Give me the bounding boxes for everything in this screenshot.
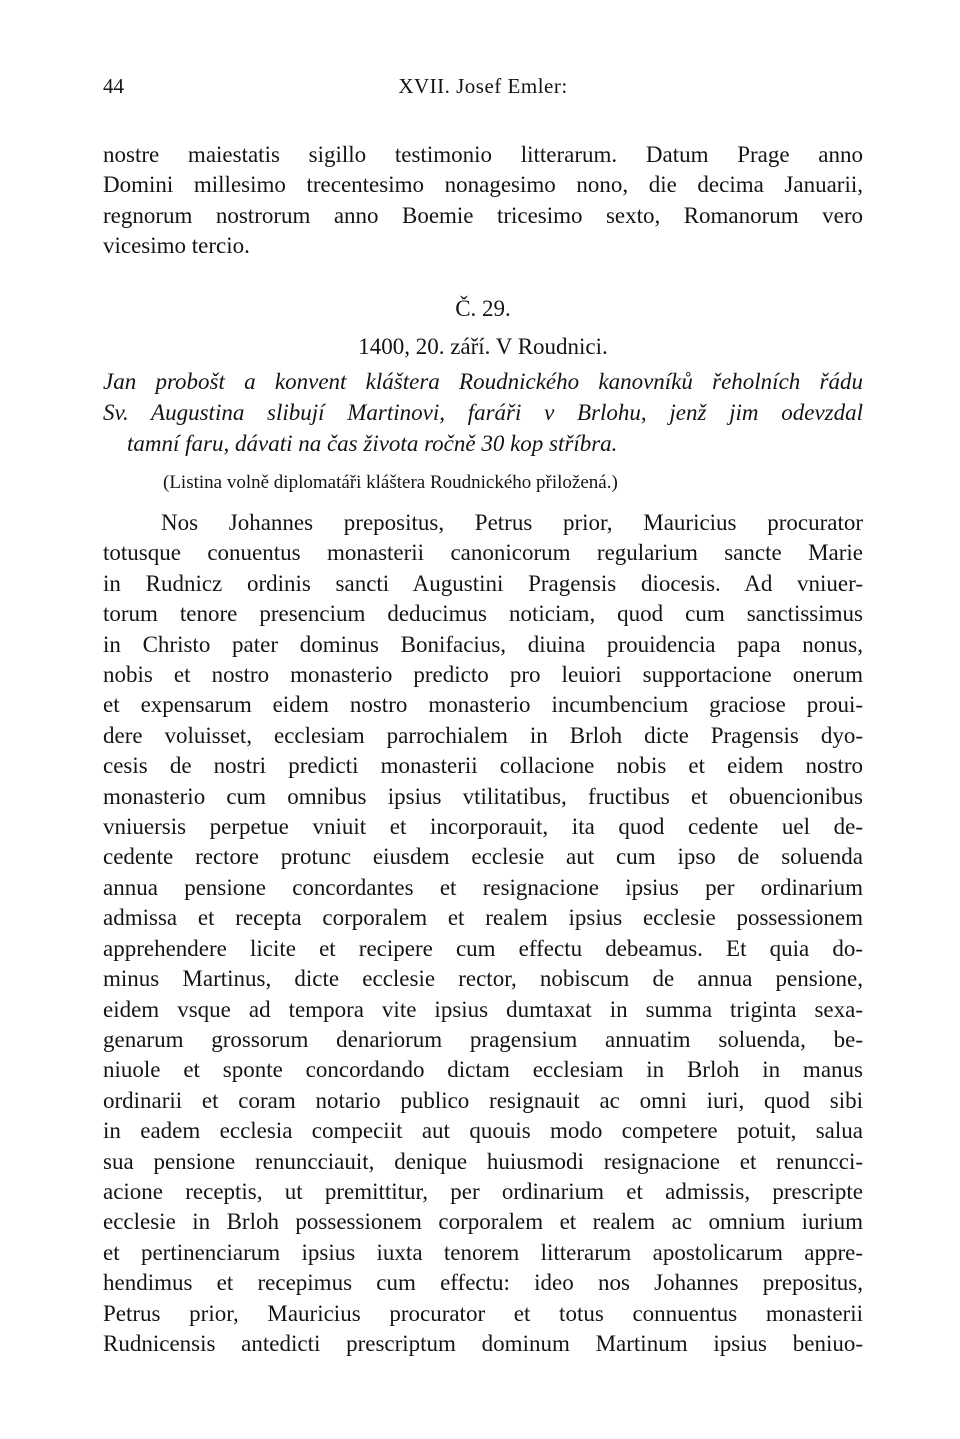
text-line: annua pensione concordantes et resignacione ipsius per ordinarium	[103, 874, 863, 900]
text-line: ordinarii et coram notario publico resignauit ac omni iuri, quod sibi	[103, 1087, 863, 1113]
page-number: 44	[103, 74, 124, 98]
text-line: minus Martinus, dicte ecclesie rector, nobiscum de annua pensione,	[103, 966, 863, 992]
text-line: et pertinenciarum ipsius iuxta tenorem litterarum apostolicarum appre-	[103, 1239, 863, 1265]
regest-line: tamní faru, dávati na čas života ročně 30 kop stříbra.	[127, 431, 618, 456]
text-line: ecclesie in Brloh possessionem corporalem et realem ac omnium iurium	[103, 1209, 863, 1235]
text-line: Nos Johannes prepositus, Petrus prior, Mauricius procurator	[161, 510, 863, 535]
text-line: in Christo pater dominus Bonifacius, diuina prouidencia papa nonus,	[103, 631, 863, 657]
text-line: eidem vsque ad tempora vite ipsius dumtaxat in summa triginta sexa-	[103, 996, 863, 1022]
text-line: hendimus et recepimus cum effectu: ideo nos Johannes prepositus,	[103, 1270, 863, 1296]
text-line: cedente rectore protunc eiusdem ecclesie aut cum ipso de soluenda	[103, 844, 863, 870]
text-line: apprehendere licite et recipere cum effectu debeamus. Et quia do-	[103, 935, 863, 961]
text-line: vicesimo tercio.	[103, 233, 250, 259]
text-line: vniuersis perpetue vniuit et incorporauit, ita quod cedente uel de-	[103, 814, 863, 840]
document-body	[103, 508, 863, 1359]
text-line: regnorum nostrorum anno Boemie tricesimo sexto, Romanorum vero	[103, 202, 863, 228]
text-line: et expensarum eidem nostro monasterio incumbencium graciose proui-	[103, 692, 863, 718]
text-line: torum tenore presencium deducimus noticiam, quod cum sanctissimus	[103, 601, 863, 627]
text-line: admissa et recepta corporalem et realem ipsius ecclesie possessionem	[103, 905, 863, 931]
text-line: monasterio cum omnibus ipsius vtilitatibus, fructibus et obuencionibus	[103, 783, 863, 809]
text-line: in eadem ecclesia compeciit aut quouis modo competere potuit, salua	[103, 1118, 863, 1144]
text-line: in Rudnicz ordinis sancti Augustini Pragensis diocesis. Ad vniuer-	[103, 570, 863, 596]
source-note: (Listina volně diplomatáři kláštera Roudnického přiložená.)	[163, 472, 618, 493]
text-line: nobis et nostro monasterio predicto pro leuiori supportacione onerum	[103, 662, 863, 688]
text-line: Domini millesimo trecentesimo nonagesimo nono, die decima Januarii,	[103, 172, 863, 198]
page-header	[103, 74, 863, 104]
text-line: Rudnicensis antedicti prescriptum dominum Martinum ipsius beniuo-	[103, 1330, 863, 1356]
text-line: niuole et sponte concordando dictam ecclesiam in Brloh in manus	[103, 1057, 863, 1083]
regest-line: Jan probošt a konvent kláštera Roudnického kanovníků řeholních řádu	[103, 369, 863, 394]
text-line: Petrus prior, Mauricius procurator et totus connuentus monasterii	[103, 1300, 863, 1326]
text-line: totusque conuentus monasterii canonicorum regularium sancte Marie	[103, 540, 863, 566]
previous-document-ending	[103, 140, 863, 262]
regest-line: Sv. Augustina slibují Martinovi, faráři v Brlohu, jenž jim odevzdal	[103, 400, 863, 425]
document-regest	[103, 366, 863, 459]
text-line: nostre maiestatis sigillo testimonio litterarum. Datum Prage anno	[103, 142, 863, 167]
document-date-place: 1400, 20. září. V Roudnici.	[358, 334, 608, 359]
text-line: cesis de nostri predicti monasterii collacione nobis et eidem nostro	[103, 753, 863, 779]
text-line: dere voluisset, ecclesiam parrochialem in Brloh dicte Pragensis dyo-	[103, 722, 863, 748]
document-number: Č. 29.	[455, 296, 511, 321]
text-line: sua pensione renuncciauit, denique huiusmodi resignacione et renuncci-	[103, 1148, 863, 1174]
text-line: acione receptis, ut premittitur, per ordinarium et admissis, prescripte	[103, 1178, 863, 1204]
running-title: XVII. Josef Emler:	[398, 74, 568, 98]
text-line: genarum grossorum denariorum pragensium annuatim soluenda, be-	[103, 1026, 863, 1052]
